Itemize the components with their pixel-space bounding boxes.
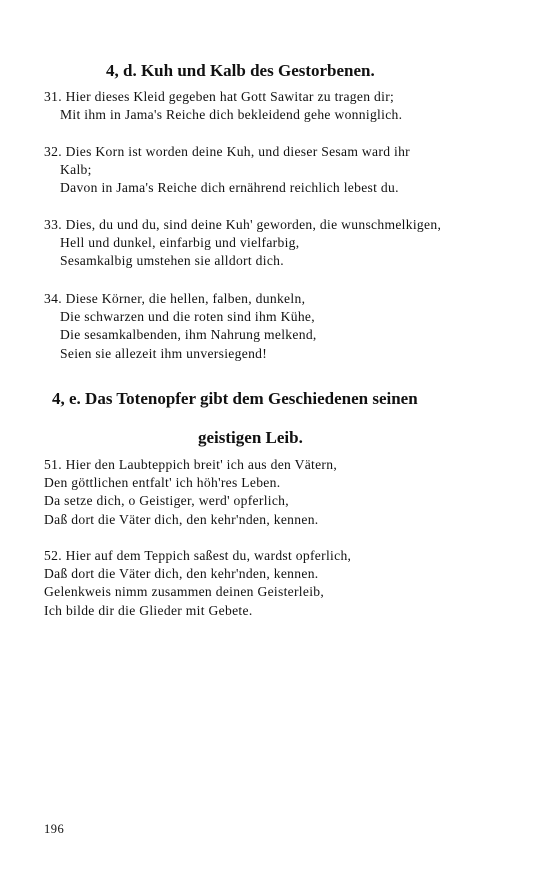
verse-34 <box>44 290 317 363</box>
verse-line: Davon in Jama's Reiche dich ernährend reichlich lebest du. <box>60 180 399 196</box>
verse-line: Ich bilde dir die Glieder mit Gebete. <box>44 602 253 618</box>
verse-line: Sesamkalbig umstehen sie alldort dich. <box>60 253 284 269</box>
verse-line: Da setze dich, o Geistiger, werd' opferlich, <box>44 493 289 509</box>
verse-52 <box>44 547 351 620</box>
verse-line: 31. Hier dieses Kleid gegeben hat Gott Sawitar zu tragen dir; <box>44 89 395 104</box>
verse-line: Hell und dunkel, einfarbig und vielfarbig, <box>60 235 300 251</box>
verse-line: Seien sie allezeit ihm unversiegend! <box>60 345 268 361</box>
section-heading-4e: 4, e. Das Totenopfer gibt dem Geschiedenen seinen <box>52 389 418 408</box>
verse-32 <box>44 143 410 198</box>
verse-line: 32. Dies Korn ist worden deine Kuh, und dieser Sesam ward ihr <box>44 144 411 159</box>
verse-line: Daß dort die Väter dich, den kehr'nden, kennen. <box>44 566 319 582</box>
verse-line: 34. Diese Körner, die hellen, falben, dunkeln, <box>44 291 306 306</box>
section-heading-4e-continued: geistigen Leib. <box>198 428 303 447</box>
verse-51 <box>44 456 337 529</box>
verse-line: Gelenkweis nimm zusammen deinen Geisterleib, <box>44 584 325 600</box>
verse-line: Daß dort die Väter dich, den kehr'nden, kennen. <box>44 511 319 527</box>
verse-line: Die sesamkalbenden, ihm Nahrung melkend, <box>60 327 317 343</box>
verse-line: Mit ihm in Jama's Reiche dich bekleidend gehe wonniglich. <box>60 107 403 123</box>
verse-line: 52. Hier auf dem Teppich saßest du, wardst opferlich, <box>44 548 352 563</box>
page-number: 196 <box>44 822 65 836</box>
verse-line: Die schwarzen und die roten sind ihm Kühe, <box>60 309 315 325</box>
verse-line: 51. Hier den Laubteppich breit' ich aus den Vätern, <box>44 457 338 472</box>
verse-line: 33. Dies, du und du, sind deine Kuh' geworden, die wunschmelkigen, <box>44 217 442 232</box>
section-heading-4d: 4, d. Kuh und Kalb des Gestorbenen. <box>106 61 375 80</box>
verse-line: Den göttlichen entfalt' ich höh'res Leben. <box>44 475 281 491</box>
verse-33 <box>44 216 441 271</box>
verse-line: Kalb; <box>60 162 92 178</box>
verse-31 <box>44 88 402 124</box>
